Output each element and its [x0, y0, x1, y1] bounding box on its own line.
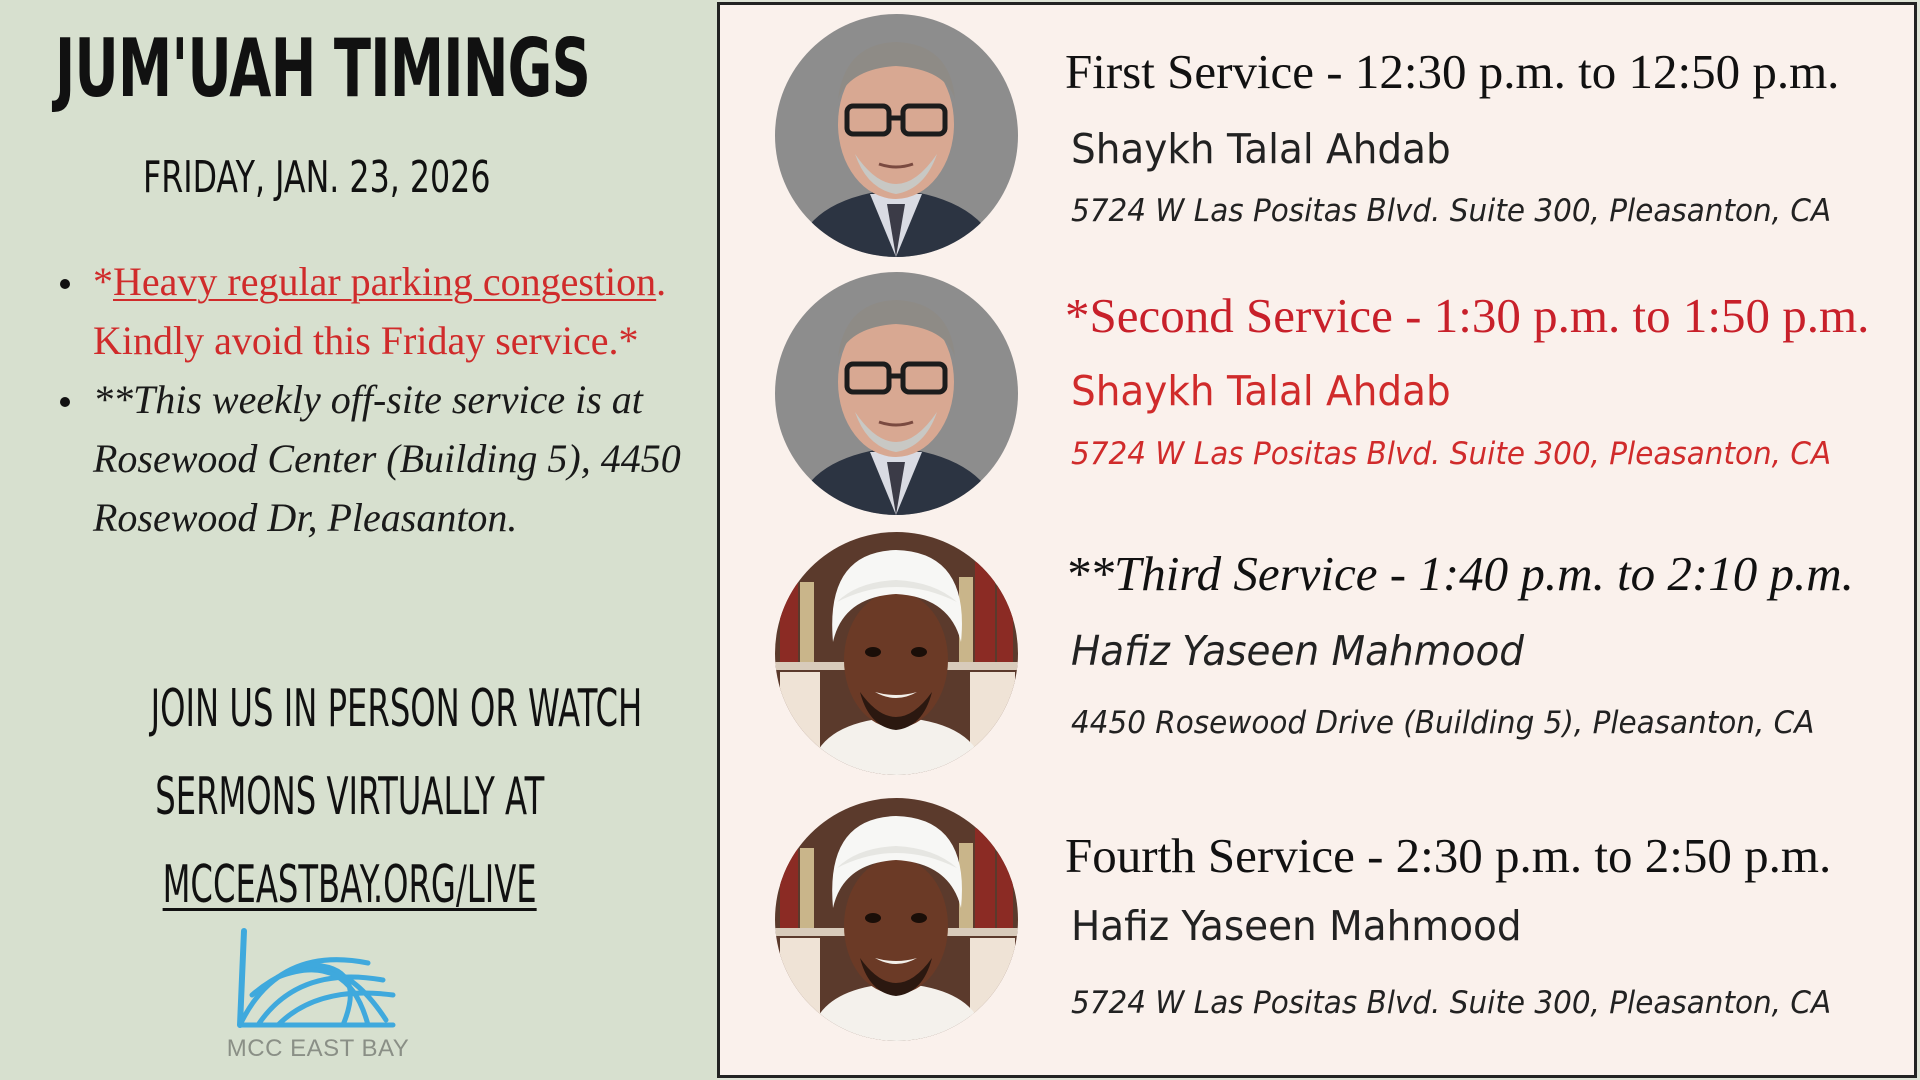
man-white-turban-photo — [775, 532, 1018, 775]
join-line-2: SERMONS VIRTUALLY AT — [155, 767, 545, 827]
live-stream-link[interactable]: MCCEASTBAY.ORG/LIVE — [162, 855, 538, 915]
offsite-note: **This weekly off-site service is at Rosewood Center (Building 5), 4450 Rosewood Dr, Pleasanton. — [93, 377, 681, 540]
mcc-logo — [218, 925, 418, 1065]
speaker-portrait-1 — [775, 14, 1018, 257]
notice-list — [60, 252, 690, 547]
globe-dome-icon — [218, 925, 418, 1035]
note-prefix: * — [93, 259, 113, 304]
service-2-title: *Second Service - 1:30 p.m. to 1:50 p.m. — [1065, 288, 1870, 343]
man-glasses-suit-photo — [775, 14, 1018, 257]
service-1-title: First Service - 12:30 p.m. to 12:50 p.m. — [1065, 44, 1840, 99]
note-rest: . Kindly avoid this Friday service.* — [93, 259, 667, 363]
join-message — [0, 665, 700, 929]
man-white-turban-photo — [775, 798, 1018, 1041]
page-title: JUM'UAH TIMINGS — [55, 22, 591, 115]
service-4-title: Fourth Service - 2:30 p.m. to 2:50 p.m. — [1065, 828, 1832, 883]
speaker-portrait-2 — [775, 272, 1018, 515]
service-1-address: 5724 W Las Positas Blvd. Suite 300, Pleasanton, CA — [1071, 193, 1832, 229]
service-2-speaker: Shaykh Talal Ahdab — [1071, 367, 1451, 415]
speaker-portrait-4 — [775, 798, 1018, 1041]
service-1-speaker: Shaykh Talal Ahdab — [1071, 125, 1451, 173]
service-3-address: 4450 Rosewood Drive (Building 5), Pleasanton, CA — [1071, 705, 1815, 741]
join-line-1: JOIN US IN PERSON OR WATCH — [150, 679, 643, 739]
service-2-address: 5724 W Las Positas Blvd. Suite 300, Pleasanton, CA — [1071, 436, 1832, 472]
logo-wordmark: MCC EAST BAY — [226, 1035, 410, 1062]
speaker-portrait-3 — [775, 532, 1018, 775]
service-4-speaker: Hafiz Yaseen Mahmood — [1071, 902, 1522, 950]
service-3-title: **Third Service - 1:40 p.m. to 2:10 p.m. — [1065, 546, 1854, 601]
service-4-address: 5724 W Las Positas Blvd. Suite 300, Pleasanton, CA — [1071, 985, 1832, 1021]
parking-notice-link[interactable]: Heavy regular parking congestion — [113, 259, 657, 304]
services-panel — [717, 2, 1917, 1078]
service-3-speaker: Hafiz Yaseen Mahmood — [1071, 627, 1525, 675]
left-panel — [0, 0, 717, 1080]
list-item — [60, 252, 690, 370]
list-item — [60, 370, 690, 547]
service-date: FRIDAY, JAN. 23, 2026 — [143, 152, 491, 203]
man-glasses-suit-photo — [775, 272, 1018, 515]
